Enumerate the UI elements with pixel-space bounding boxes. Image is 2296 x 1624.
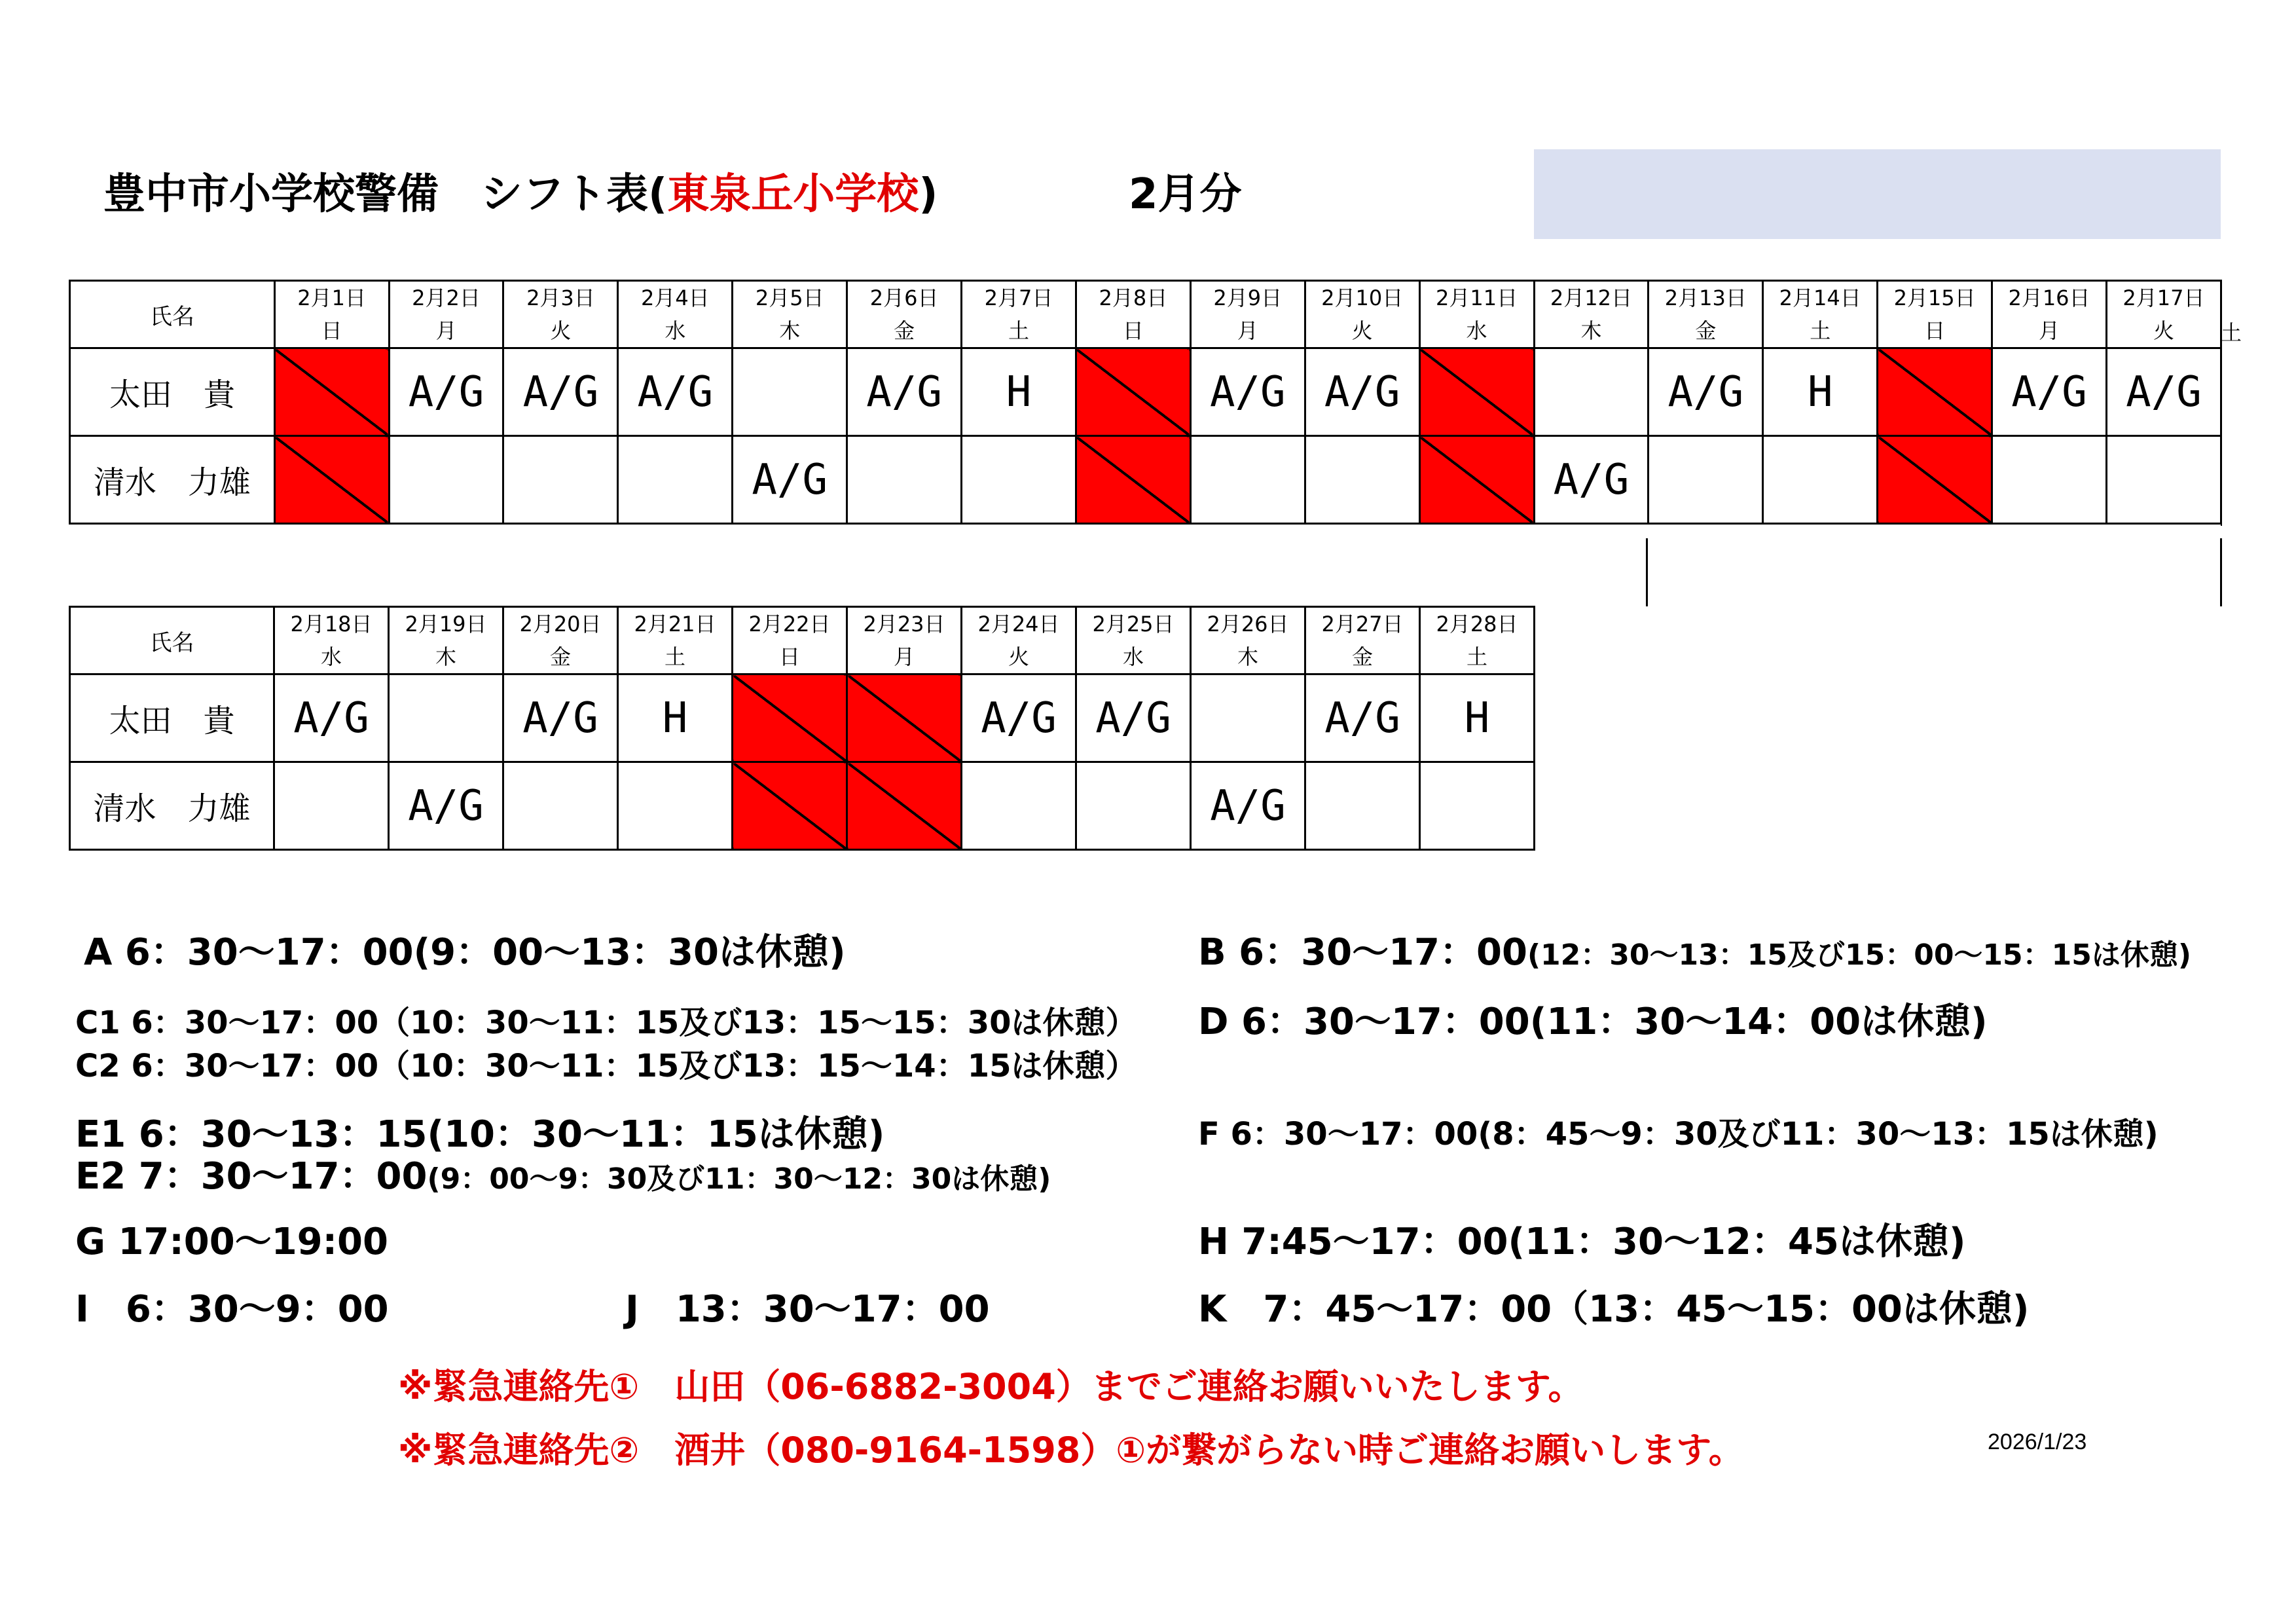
date-header: 2月25日 bbox=[1076, 607, 1191, 641]
weekday-header: 土 bbox=[1420, 640, 1535, 674]
employee-row bbox=[70, 348, 2221, 436]
shift-cell: A/G bbox=[1076, 674, 1191, 762]
shift-cell: A/G bbox=[1190, 348, 1305, 436]
shift-cell bbox=[1191, 674, 1305, 762]
shift-cell bbox=[618, 436, 733, 524]
day-off-cell bbox=[1076, 348, 1190, 436]
legend-c1: C1 6：30～17：00（10：30～11：15及び13：15～15：30は休憩） bbox=[75, 1005, 1137, 1041]
weekday-header: 日 bbox=[1076, 314, 1190, 348]
legend-f: F 6：30～17：00(8：45～9：30及び11：30～13：15は休憩) bbox=[1198, 1116, 2159, 1153]
day-off-cell bbox=[1419, 436, 1534, 524]
weekday-header: 木 bbox=[389, 640, 503, 674]
weekday-header: 木 bbox=[1534, 314, 1649, 348]
shift-cell: A/G bbox=[962, 674, 1076, 762]
shift-cell bbox=[847, 436, 962, 524]
shift-cell: H bbox=[1763, 348, 1878, 436]
weekday-header: 月 bbox=[389, 314, 503, 348]
shift-cell bbox=[962, 436, 1076, 524]
weekday-header: 金 bbox=[847, 314, 962, 348]
date-header: 2月23日 bbox=[847, 607, 962, 641]
date-header: 2月19日 bbox=[389, 607, 503, 641]
weekday-header: 火 bbox=[503, 314, 618, 348]
weekday-header: 月 bbox=[847, 640, 962, 674]
shift-cell: A/G bbox=[503, 674, 618, 762]
shift-cell: A/G bbox=[618, 348, 733, 436]
date-header: 2月27日 bbox=[1305, 607, 1420, 641]
day-off-cell bbox=[847, 762, 962, 850]
shift-cell bbox=[2106, 436, 2221, 524]
blank-header-box bbox=[1534, 149, 2221, 239]
date-header: 2月5日 bbox=[733, 281, 847, 315]
weekday-header: 火 bbox=[1305, 314, 1419, 348]
date-header: 2月3日 bbox=[503, 281, 618, 315]
shift-cell bbox=[1305, 436, 1419, 524]
date-header: 2月4日 bbox=[618, 281, 733, 315]
page-title: 豊中市小学校警備 シフト表(東泉丘小学校) bbox=[103, 170, 938, 219]
weekday-header: 火 bbox=[2106, 314, 2221, 348]
legend-h: H 7:45～17：00(11：30～12：45は休憩) bbox=[1198, 1221, 1966, 1263]
weekday-header: 日 bbox=[274, 314, 389, 348]
day-off-cell bbox=[847, 674, 962, 762]
weekday-header: 水 bbox=[1419, 314, 1534, 348]
employee-row bbox=[70, 436, 2221, 524]
divider-line-right bbox=[2220, 538, 2222, 606]
shift-cell: A/G bbox=[1191, 762, 1305, 850]
legend-a: A 6：30～17：00(9：00～13：30は休憩) bbox=[84, 931, 846, 974]
day-off-cell bbox=[1076, 436, 1190, 524]
date-header: 2月7日 bbox=[962, 281, 1076, 315]
date-header: 2月6日 bbox=[847, 281, 962, 315]
shift-cell: A/G bbox=[1305, 348, 1419, 436]
emergency-contact-1: ※緊急連絡先① 山田（06-6882-3004）までご連絡お願いいたします。 bbox=[398, 1366, 1584, 1407]
date-header: 2月15日 bbox=[1878, 281, 1992, 315]
shift-cell: A/G bbox=[1534, 436, 1649, 524]
date-header: 2月14日 bbox=[1763, 281, 1878, 315]
shift-cell bbox=[1534, 348, 1649, 436]
date-header: 2月2日 bbox=[389, 281, 503, 315]
shift-cell bbox=[733, 348, 847, 436]
employee-row bbox=[70, 762, 1535, 850]
date-header: 2月24日 bbox=[962, 607, 1076, 641]
shift-cell: H bbox=[618, 674, 733, 762]
date-header: 2月18日 bbox=[274, 607, 389, 641]
date-header: 2月8日 bbox=[1076, 281, 1190, 315]
date-header: 2月1日 bbox=[274, 281, 389, 315]
shift-cell bbox=[1420, 762, 1535, 850]
day-off-cell bbox=[1878, 436, 1992, 524]
shift-cell bbox=[1992, 436, 2107, 524]
shift-cell bbox=[962, 762, 1076, 850]
date-header: 2月13日 bbox=[1649, 281, 1763, 315]
date-header: 2月11日 bbox=[1419, 281, 1534, 315]
shift-table-1 bbox=[69, 280, 2222, 525]
date-header: 2月9日 bbox=[1190, 281, 1305, 315]
shift-cell: A/G bbox=[389, 348, 503, 436]
weekday-header: 木 bbox=[733, 314, 847, 348]
date-header: 2月12日 bbox=[1534, 281, 1649, 315]
shift-cell bbox=[503, 762, 618, 850]
shift-cell: H bbox=[1420, 674, 1535, 762]
day-off-cell bbox=[733, 762, 847, 850]
shift-cell: A/G bbox=[733, 436, 847, 524]
legend-g: G 17:00～19:00 bbox=[75, 1221, 388, 1263]
emergency-contact-2: ※緊急連絡先② 酒井（080-9164-1598）①が繋がらない時ご連絡お願いします。 bbox=[398, 1430, 1744, 1471]
shift-table-2 bbox=[69, 606, 1535, 851]
name-header: 氏名 bbox=[70, 607, 274, 674]
date-header: 2月10日 bbox=[1305, 281, 1419, 315]
shift-cell bbox=[1076, 762, 1191, 850]
weekday-header: 月 bbox=[1992, 314, 2107, 348]
divider-line-left bbox=[1646, 538, 1648, 606]
weekday-header: 月 bbox=[1190, 314, 1305, 348]
weekday-header: 金 bbox=[503, 640, 618, 674]
shift-cell bbox=[503, 436, 618, 524]
weekday-header: 水 bbox=[618, 314, 733, 348]
date-header: 2月22日 bbox=[733, 607, 847, 641]
shift-cell bbox=[389, 674, 503, 762]
legend-e2: E2 7：30～17：00(9：00～9：30及び11：30～12：30は休憩) bbox=[75, 1155, 1051, 1198]
employee-row bbox=[70, 674, 1535, 762]
weekday-header: 金 bbox=[1649, 314, 1763, 348]
shift-cell bbox=[274, 762, 389, 850]
date-header: 2月21日 bbox=[618, 607, 733, 641]
weekday-header: 日 bbox=[1878, 314, 1992, 348]
weekday-header: 火 bbox=[962, 640, 1076, 674]
shift-cell bbox=[1305, 762, 1420, 850]
weekday-header: 土 bbox=[618, 640, 733, 674]
employee-name: 清水 力雄 bbox=[70, 762, 274, 850]
weekday-header: 土 bbox=[962, 314, 1076, 348]
legend-d: D 6：30～17：00(11：30～14：00は休憩) bbox=[1198, 1001, 1988, 1043]
shift-cell bbox=[1649, 436, 1763, 524]
shift-cell: A/G bbox=[847, 348, 962, 436]
school-name: 東泉丘小学校 bbox=[667, 170, 919, 219]
shift-cell bbox=[389, 436, 503, 524]
print-date: 2026/1/23 bbox=[1988, 1430, 2087, 1454]
date-header: 2月16日 bbox=[1992, 281, 2107, 315]
legend-e1: E1 6：30～13：15(10：30～11：15は休憩) bbox=[75, 1113, 885, 1156]
day-off-cell bbox=[274, 436, 389, 524]
shift-cell: A/G bbox=[1305, 674, 1420, 762]
legend-k: K 7：45～17：00（13：45～15：00は休憩) bbox=[1198, 1288, 2030, 1331]
legend-i: I 6：30～9：00 bbox=[75, 1288, 389, 1331]
day-off-cell bbox=[274, 348, 389, 436]
name-header: 氏名 bbox=[70, 281, 275, 348]
day-off-cell bbox=[733, 674, 847, 762]
overflow-day-label: 土 bbox=[2221, 320, 2242, 345]
shift-cell: A/G bbox=[274, 674, 389, 762]
weekday-header: 木 bbox=[1191, 640, 1305, 674]
shift-cell bbox=[618, 762, 733, 850]
employee-name: 清水 力雄 bbox=[70, 436, 275, 524]
shift-cell: A/G bbox=[389, 762, 503, 850]
table-1-bottom-line bbox=[2221, 524, 2222, 526]
month-label: 2月分 bbox=[1129, 170, 1242, 219]
date-header: 2月28日 bbox=[1420, 607, 1535, 641]
shift-cell: A/G bbox=[503, 348, 618, 436]
shift-cell: A/G bbox=[1649, 348, 1763, 436]
employee-name: 太田 貴 bbox=[70, 674, 274, 762]
day-off-cell bbox=[1419, 348, 1534, 436]
legend-b: B 6：30～17：00(12：30～13：15及び15：00～15：15は休憩) bbox=[1198, 931, 2191, 974]
weekday-header: 日 bbox=[733, 640, 847, 674]
shift-cell bbox=[1190, 436, 1305, 524]
shift-cell bbox=[1763, 436, 1878, 524]
shift-cell: H bbox=[962, 348, 1076, 436]
shift-cell: A/G bbox=[2106, 348, 2221, 436]
weekday-header: 金 bbox=[1305, 640, 1420, 674]
weekday-header: 水 bbox=[274, 640, 389, 674]
date-header: 2月17日 bbox=[2106, 281, 2221, 315]
shift-cell: A/G bbox=[1992, 348, 2107, 436]
weekday-header: 水 bbox=[1076, 640, 1191, 674]
employee-name: 太田 貴 bbox=[70, 348, 275, 436]
legend-j: J 13：30～17：00 bbox=[625, 1288, 990, 1331]
legend-c2: C2 6：30～17：00（10：30～11：15及び13：15～14：15は休憩） bbox=[75, 1048, 1137, 1084]
day-off-cell bbox=[1878, 348, 1992, 436]
date-header: 2月26日 bbox=[1191, 607, 1305, 641]
weekday-header: 土 bbox=[1763, 314, 1878, 348]
date-header: 2月20日 bbox=[503, 607, 618, 641]
